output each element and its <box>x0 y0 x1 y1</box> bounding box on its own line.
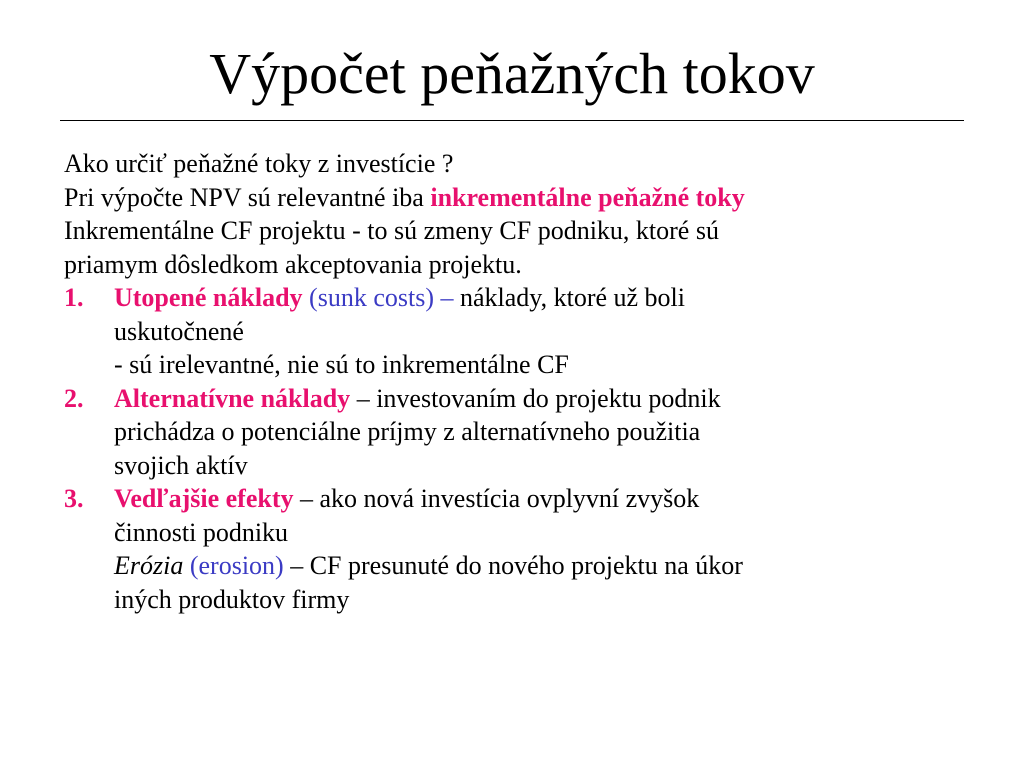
title-divider <box>60 120 964 121</box>
sunk-costs-term: (sunk costs) – <box>309 283 454 312</box>
opportunity-costs-text-2: prichádza o potenciálne príjmy z alternatívneho použitia <box>114 417 701 446</box>
list-item-2-cont-2 <box>64 449 974 483</box>
list-item-2-cont <box>64 415 974 449</box>
slide-body <box>64 147 974 616</box>
list-number-2: 2. <box>64 383 84 413</box>
side-effects-text-2: činnosti podniku <box>114 517 289 547</box>
list-item-1-cont <box>64 315 974 349</box>
list-number-3: 3. <box>64 484 84 513</box>
slide-title: Výpočet peňažných tokov <box>209 41 815 106</box>
opportunity-costs-heading: Alternatívne náklady <box>114 383 351 413</box>
intro-question: Ako určiť peňažné toky z investície ? <box>64 149 454 178</box>
erosion-text-1: – CF presunuté do nového projektu na úkor <box>290 551 743 580</box>
intro-definition-2: priamym dôsledkom akceptovania projektu. <box>64 249 522 279</box>
list-item-3-cont <box>64 516 974 550</box>
opportunity-costs-text-1: – investovaním do projektu podnik <box>356 383 721 413</box>
list-item-3-sub-cont <box>64 583 974 617</box>
side-effects-heading: Vedľajšie efekty <box>114 484 294 513</box>
intro-line-4 <box>64 248 974 282</box>
erosion-text-2: iných produktov firmy <box>114 584 350 614</box>
intro-incremental-highlight: inkrementálne peňažné toky <box>430 182 745 212</box>
opportunity-costs-text-3: svojich aktív <box>114 450 248 480</box>
intro-line-3 <box>64 214 974 248</box>
side-effects-text-1: – ako nová investícia ovplyvní zvyšok <box>299 484 700 513</box>
erosion-label: Erózia <box>114 551 184 580</box>
list-item-1-sub <box>64 348 974 382</box>
list-item-3 <box>64 482 974 516</box>
intro-line-1 <box>64 147 974 181</box>
intro-npv-text: Pri výpočte NPV sú relevantné iba <box>64 182 431 212</box>
list-item-2 <box>64 382 974 416</box>
intro-line-2 <box>64 181 974 215</box>
sunk-costs-text-1: náklady, ktoré už boli <box>459 283 686 312</box>
list-item-3-sub <box>64 549 974 583</box>
erosion-term: (erosion) <box>189 551 284 580</box>
sunk-costs-note: - sú irelevantné, nie sú to inkrementálne CF <box>114 350 569 379</box>
sunk-costs-text-2: uskutočnené <box>114 316 244 346</box>
list-item-1 <box>64 281 974 315</box>
intro-definition-1: Inkrementálne CF projektu - to sú zmeny CF podniku, ktoré sú <box>64 216 719 245</box>
sunk-costs-heading: Utopené náklady <box>114 283 303 312</box>
list-number-1: 1. <box>64 283 84 312</box>
